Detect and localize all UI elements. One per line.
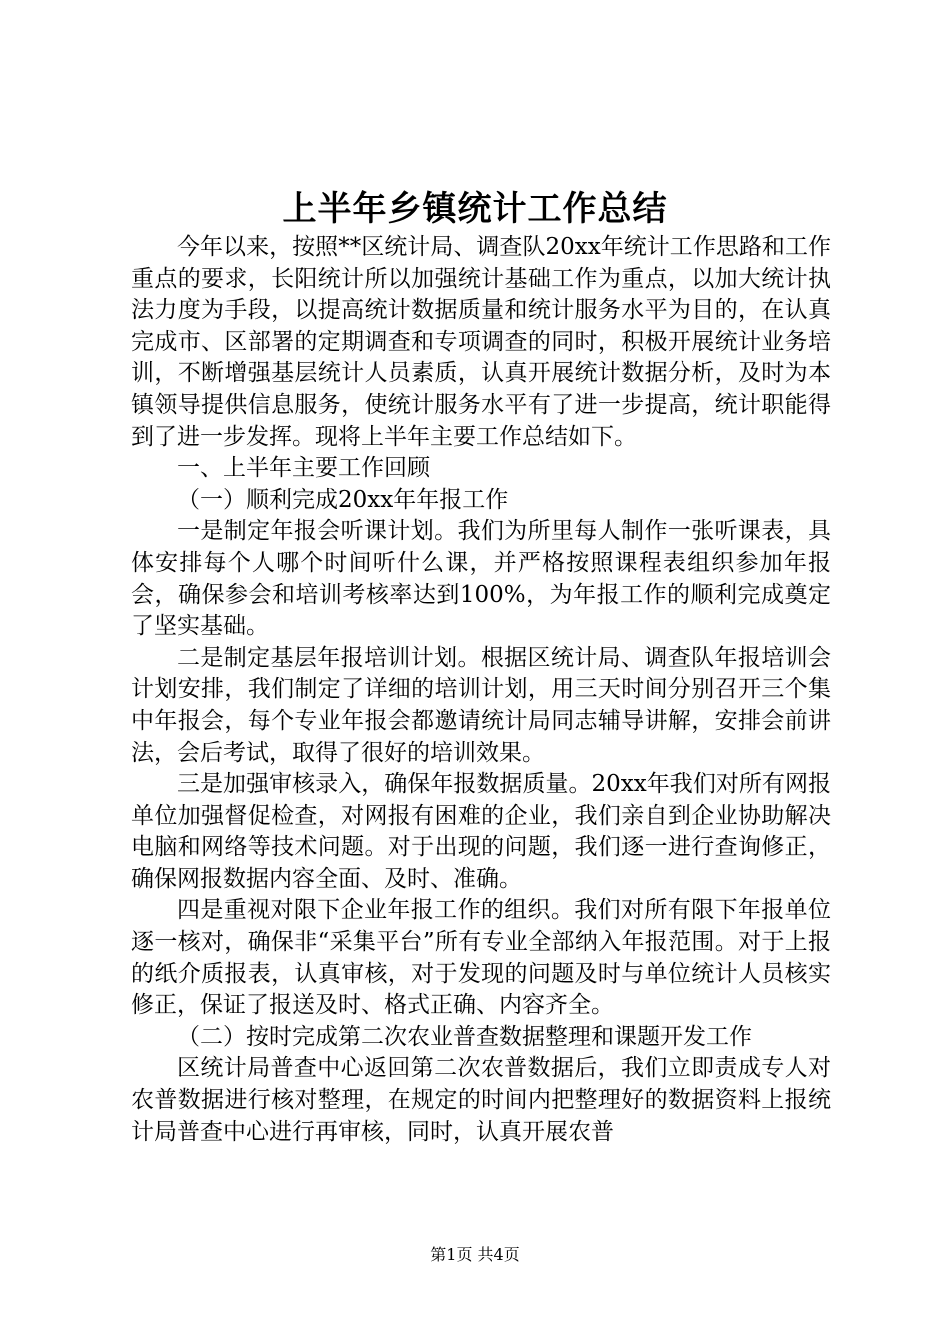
heading-subsection-2: （二）按时完成第二次农业普查数据整理和课题开发工作 (177, 1023, 752, 1050)
paragraph-item-3: 三是加强审核录入，确保年报数据质量。20xx年我们对所有网报单位加强督促检查，对网报有困难的企业，我们亲自到企业协助解决电脑和网络等技术问题。对于出现的问题，我们逐一进行查询修正，确保网报数据内容全面、及时、准确。 (131, 771, 831, 892)
page-number-footer: 第1页 共4页 (430, 1245, 520, 1264)
heading-subsection-1: （一）顺利完成20xx年年报工作 (177, 486, 509, 513)
heading-section-1: 一、上半年主要工作回顾 (177, 455, 430, 482)
paragraph-item-4: 四是重视对限下企业年报工作的组织。我们对所有限下年报单位逐一核对，确保非“采集平台”所有专业全部纳入年报范围。对于上报的纸介质报表，认真审核，对于发现的问题及时与单位统计人员核实修正，保证了报送及时、格式正确、内容齐全。 (131, 897, 831, 1019)
paragraph-item-1: 一是制定年报会听课计划。我们为所里每人制作一张听课表，具体安排每个人哪个时间听什么课，并严格按照课程表组织参加年报会，确保参会和培训考核率达到100%，为年报工作的顺利完成奠定了坚实基础。 (131, 518, 831, 640)
paragraph-census: 区统计局普查中心返回第二次农普数据后，我们立即责成专人对农普数据进行核对整理，在规定的时间内把整理好的数据资料上报统计局普查中心进行再审核，同时，认真开展农普 (131, 1055, 831, 1145)
paragraph-intro: 今年以来，按照**区统计局、调查队20xx年统计工作思路和工作重点的要求，长阳统计所以加强统计基础工作为重点，以加大统计执法力度为手段，以提高统计数据质量和统计服务水平为目的，在认真完成市、区部署的定期调查和专项调查的同时，积极开展统计业务培训，不断增强基层统计人员素质，认真开展统计数据分析，及时为本镇领导提供信息服务，使统计服务水平有了进一步提高，统计职能得到了进一步发挥。现将上半年主要工作总结如下。 (131, 234, 831, 450)
document-title: 上半年乡镇统计工作总结 (282, 189, 668, 229)
document-body (131, 232, 831, 1148)
paragraph-item-2: 二是制定基层年报培训计划。根据区统计局、调查队年报培训会计划安排，我们制定了详细的培训计划，用三天时间分别召开三个集中年报会，每个专业年报会都邀请统计局同志辅导讲解，安排会前讲法，会后考试，取得了很好的培训效果。 (131, 644, 831, 766)
